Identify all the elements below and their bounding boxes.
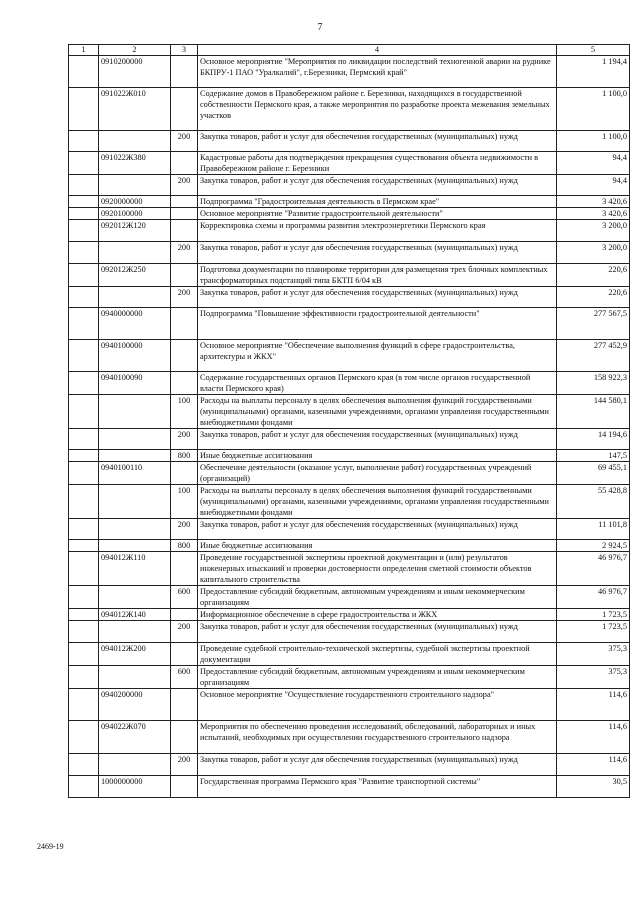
amount-cell: 3 200,0: [557, 242, 630, 264]
budget-code-cell: 092012Ж120: [99, 220, 171, 242]
item-name-cell: Закупка товаров, работ и услуг для обеспечения государственных (муниципальных) нужд: [198, 429, 557, 450]
expense-type-cell: [171, 552, 198, 586]
budget-code-cell: [99, 540, 171, 552]
table-row: [69, 450, 630, 462]
item-name-cell: Обеспечение деятельности (оказание услуг, выполнение работ) государственных учреждений (организаций): [198, 462, 557, 485]
budget-code-cell: [99, 666, 171, 689]
amount-cell: 1 100,0: [557, 88, 630, 131]
amount-cell: 277 452,9: [557, 340, 630, 372]
expense-type-cell: 600: [171, 586, 198, 609]
cell-empty: [69, 152, 99, 175]
item-name-cell: Содержание домов в Правобережном районе г. Березники, находящихся в государственной собственности Пермского края, а также мероприятия по разработке проекта межевания земельных участков: [198, 88, 557, 131]
expense-type-cell: 600: [171, 666, 198, 689]
expense-type-cell: [171, 776, 198, 798]
budget-code-cell: 094012Ж200: [99, 643, 171, 666]
amount-cell: 11 101,8: [557, 519, 630, 540]
budget-code-cell: 0940100090: [99, 372, 171, 395]
item-name-cell: Предоставление субсидий бюджетным, автономным учреждениям и иным некоммерческим организациям: [198, 666, 557, 689]
item-name-cell: Основное мероприятие "Развитие градостроительной деятельности": [198, 208, 557, 220]
expense-type-cell: 200: [171, 519, 198, 540]
page-number: 7: [317, 22, 323, 33]
cell-empty: [69, 609, 99, 621]
budget-code-cell: [99, 395, 171, 429]
expense-type-cell: 200: [171, 429, 198, 450]
amount-cell: 55 428,8: [557, 485, 630, 519]
budget-table: [68, 44, 630, 798]
cell-empty: [69, 540, 99, 552]
expense-type-cell: 200: [171, 175, 198, 196]
column-header-3: 3: [171, 45, 198, 56]
cell-empty: [69, 485, 99, 519]
table-row: [69, 395, 630, 429]
budget-code-cell: [99, 754, 171, 776]
cell-empty: [69, 395, 99, 429]
table-row: [69, 308, 630, 340]
cell-empty: [69, 721, 99, 754]
amount-cell: 144 580,1: [557, 395, 630, 429]
expense-type-cell: [171, 264, 198, 287]
table-row: [69, 56, 630, 88]
amount-cell: 2 924,5: [557, 540, 630, 552]
table-row: [69, 586, 630, 609]
budget-code-cell: [99, 131, 171, 152]
cell-empty: [69, 242, 99, 264]
cell-empty: [69, 208, 99, 220]
cell-empty: [69, 621, 99, 643]
cell-empty: [69, 429, 99, 450]
item-name-cell: Закупка товаров, работ и услуг для обеспечения государственных (муниципальных) нужд: [198, 754, 557, 776]
table-row: [69, 264, 630, 287]
cell-empty: [69, 519, 99, 540]
item-name-cell: Государственная программа Пермского края "Развитие транспортной системы": [198, 776, 557, 798]
expense-type-cell: 200: [171, 131, 198, 152]
table-row: [69, 429, 630, 450]
budget-code-cell: [99, 242, 171, 264]
item-name-cell: Корректировка схемы и программы развития электроэнергетики Пермского края: [198, 220, 557, 242]
budget-code-cell: 092012Ж250: [99, 264, 171, 287]
cell-empty: [69, 287, 99, 308]
table-row: [69, 643, 630, 666]
cell-empty: [69, 220, 99, 242]
amount-cell: 220,6: [557, 287, 630, 308]
cell-empty: [69, 689, 99, 721]
budget-code-cell: 094012Ж110: [99, 552, 171, 586]
budget-code-cell: [99, 519, 171, 540]
budget-code-cell: [99, 485, 171, 519]
budget-code-cell: [99, 450, 171, 462]
expense-type-cell: [171, 220, 198, 242]
item-name-cell: Закупка товаров, работ и услуг для обеспечения государственных (муниципальных) нужд: [198, 287, 557, 308]
expense-type-cell: 100: [171, 395, 198, 429]
table-row: [69, 175, 630, 196]
expense-type-cell: [171, 609, 198, 621]
table-row: [69, 242, 630, 264]
cell-empty: [69, 372, 99, 395]
table-row: [69, 220, 630, 242]
item-name-cell: Основное мероприятие "Мероприятия по ликвидации последствий техногенной аварии на руднике БКПРУ-1 ПАО "Уралкалий", г.Березники, Пермский край": [198, 56, 557, 88]
item-name-cell: Проведение государственной экспертизы проектной документации и (или) результатов инженерных изысканий и проверки достоверности определения сметной стоимости объектов капитального строительства: [198, 552, 557, 586]
amount-cell: 69 455,1: [557, 462, 630, 485]
cell-empty: [69, 552, 99, 586]
item-name-cell: Закупка товаров, работ и услуг для обеспечения государственных (муниципальных) нужд: [198, 621, 557, 643]
expense-type-cell: 200: [171, 621, 198, 643]
amount-cell: 14 194,6: [557, 429, 630, 450]
amount-cell: 147,5: [557, 450, 630, 462]
expense-type-cell: 200: [171, 242, 198, 264]
expense-type-cell: 800: [171, 450, 198, 462]
amount-cell: 3 420,6: [557, 208, 630, 220]
item-name-cell: Закупка товаров, работ и услуг для обеспечения государственных (муниципальных) нужд: [198, 175, 557, 196]
item-name-cell: Мероприятия по обеспечению проведения исследований, обследований, лабораторных и иных испытаний, необходимых при осуществлении государственного строительного надзора: [198, 721, 557, 754]
amount-cell: 3 200,0: [557, 220, 630, 242]
cell-empty: [69, 643, 99, 666]
cell-empty: [69, 88, 99, 131]
table-row: [69, 372, 630, 395]
amount-cell: 94,4: [557, 152, 630, 175]
cell-empty: [69, 586, 99, 609]
budget-code-cell: 0940100110: [99, 462, 171, 485]
cell-empty: [69, 666, 99, 689]
budget-code-cell: [99, 429, 171, 450]
table-row: [69, 462, 630, 485]
budget-code-cell: 091022Ж010: [99, 88, 171, 131]
cell-empty: [69, 131, 99, 152]
budget-code-cell: 1000000000: [99, 776, 171, 798]
item-name-cell: Кадастровые работы для подтверждения прекращения существования объекта недвижимости в Правобережном районе г. Березники: [198, 152, 557, 175]
expense-type-cell: [171, 721, 198, 754]
expense-type-cell: [171, 152, 198, 175]
table-row: [69, 689, 630, 721]
expense-type-cell: [171, 340, 198, 372]
budget-code-cell: 094012Ж140: [99, 609, 171, 621]
item-name-cell: Закупка товаров, работ и услуг для обеспечения государственных (муниципальных) нужд: [198, 519, 557, 540]
expense-type-cell: [171, 88, 198, 131]
item-name-cell: Подпрограмма "Градостроительная деятельность в Пермском крае": [198, 196, 557, 208]
amount-cell: 158 922,3: [557, 372, 630, 395]
table-row: [69, 340, 630, 372]
budget-code-cell: 0910200000: [99, 56, 171, 88]
budget-table-body: [69, 56, 630, 798]
item-name-cell: Содержание государственных органов Пермского края (в том числе органов государственной власти Пермского края): [198, 372, 557, 395]
cell-empty: [69, 264, 99, 287]
cell-empty: [69, 175, 99, 196]
item-name-cell: Закупка товаров, работ и услуг для обеспечения государственных (муниципальных) нужд: [198, 131, 557, 152]
expense-type-cell: [171, 208, 198, 220]
cell-empty: [69, 308, 99, 340]
budget-code-cell: 0940200000: [99, 689, 171, 721]
table-row: [69, 208, 630, 220]
item-name-cell: Проведение судебной строительно-технической экспертизы, судебной экспертизы проектной документации: [198, 643, 557, 666]
item-name-cell: Иные бюджетные ассигнования: [198, 450, 557, 462]
table-row: [69, 754, 630, 776]
document-footer-code: 2469-19: [37, 842, 64, 851]
table-row: [69, 485, 630, 519]
table-row: [69, 540, 630, 552]
table-row: [69, 776, 630, 798]
expense-type-cell: [171, 643, 198, 666]
budget-code-cell: 0920000000: [99, 196, 171, 208]
cell-empty: [69, 462, 99, 485]
amount-cell: 375,3: [557, 666, 630, 689]
table-row: [69, 721, 630, 754]
amount-cell: 1 723,5: [557, 621, 630, 643]
table-row: [69, 666, 630, 689]
cell-empty: [69, 450, 99, 462]
amount-cell: 1 194,4: [557, 56, 630, 88]
item-name-cell: Расходы на выплаты персоналу в целях обеспечения выполнения функций государственными (муниципальными) органами, казенными учреждениями, органами управления государственными внебюджетными фондами: [198, 395, 557, 429]
expense-type-cell: [171, 462, 198, 485]
expense-type-cell: 800: [171, 540, 198, 552]
column-header-1: 1: [69, 45, 99, 56]
cell-empty: [69, 776, 99, 798]
amount-cell: 1 100,0: [557, 131, 630, 152]
amount-cell: 114,6: [557, 689, 630, 721]
expense-type-cell: 200: [171, 287, 198, 308]
amount-cell: 375,3: [557, 643, 630, 666]
table-row: [69, 88, 630, 131]
item-name-cell: Закупка товаров, работ и услуг для обеспечения государственных (муниципальных) нужд: [198, 242, 557, 264]
item-name-cell: Иные бюджетные ассигнования: [198, 540, 557, 552]
expense-type-cell: [171, 689, 198, 721]
amount-cell: 94,4: [557, 175, 630, 196]
cell-empty: [69, 56, 99, 88]
budget-code-cell: [99, 287, 171, 308]
item-name-cell: Основное мероприятие "Осуществление государственного строительного надзора": [198, 689, 557, 721]
table-row: [69, 131, 630, 152]
amount-cell: 30,5: [557, 776, 630, 798]
amount-cell: 46 976,7: [557, 586, 630, 609]
table-row: [69, 287, 630, 308]
amount-cell: 46 976,7: [557, 552, 630, 586]
item-name-cell: Подпрограмма "Повышение эффективности градостроительной деятельности": [198, 308, 557, 340]
column-header-4: 4: [198, 45, 557, 56]
expense-type-cell: [171, 196, 198, 208]
item-name-cell: Информационное обеспечение в сфере градостроительства и ЖКХ: [198, 609, 557, 621]
expense-type-cell: 200: [171, 754, 198, 776]
cell-empty: [69, 754, 99, 776]
cell-empty: [69, 340, 99, 372]
budget-code-cell: 091022Ж380: [99, 152, 171, 175]
expense-type-cell: [171, 56, 198, 88]
table-row: [69, 196, 630, 208]
cell-empty: [69, 196, 99, 208]
table-row: [69, 621, 630, 643]
amount-cell: 3 420,6: [557, 196, 630, 208]
budget-code-cell: [99, 175, 171, 196]
table-row: [69, 519, 630, 540]
budget-code-cell: [99, 586, 171, 609]
amount-cell: 220,6: [557, 264, 630, 287]
budget-code-cell: 0940100000: [99, 340, 171, 372]
expense-type-cell: [171, 308, 198, 340]
table-row: [69, 609, 630, 621]
budget-code-cell: 0940000000: [99, 308, 171, 340]
item-name-cell: Расходы на выплаты персоналу в целях обеспечения выполнения функций государственными (муниципальными) органами, казенными учреждениями, органами управления государственными внебюджетными фондами: [198, 485, 557, 519]
budget-code-cell: [99, 621, 171, 643]
column-number-header-row: [69, 45, 630, 56]
amount-cell: 277 567,5: [557, 308, 630, 340]
expense-type-cell: [171, 372, 198, 395]
item-name-cell: Предоставление субсидий бюджетным, автономным учреждениям и иным некоммерческим организациям: [198, 586, 557, 609]
table-row: [69, 552, 630, 586]
item-name-cell: Основное мероприятие "Обеспечение выполнения функций в сфере градостроительства, архитектуры и ЖКХ": [198, 340, 557, 372]
budget-code-cell: 0920100000: [99, 208, 171, 220]
expense-type-cell: 100: [171, 485, 198, 519]
amount-cell: 114,6: [557, 721, 630, 754]
budget-code-cell: 094022Ж070: [99, 721, 171, 754]
amount-cell: 114,6: [557, 754, 630, 776]
column-header-5: 5: [557, 45, 630, 56]
item-name-cell: Подготовка документации по планировке территории для размещения трех блочных комплектных трансформаторных подстанций типа БКТП 6/04 кВ: [198, 264, 557, 287]
amount-cell: 1 723,5: [557, 609, 630, 621]
table-row: [69, 152, 630, 175]
column-header-2: 2: [99, 45, 171, 56]
